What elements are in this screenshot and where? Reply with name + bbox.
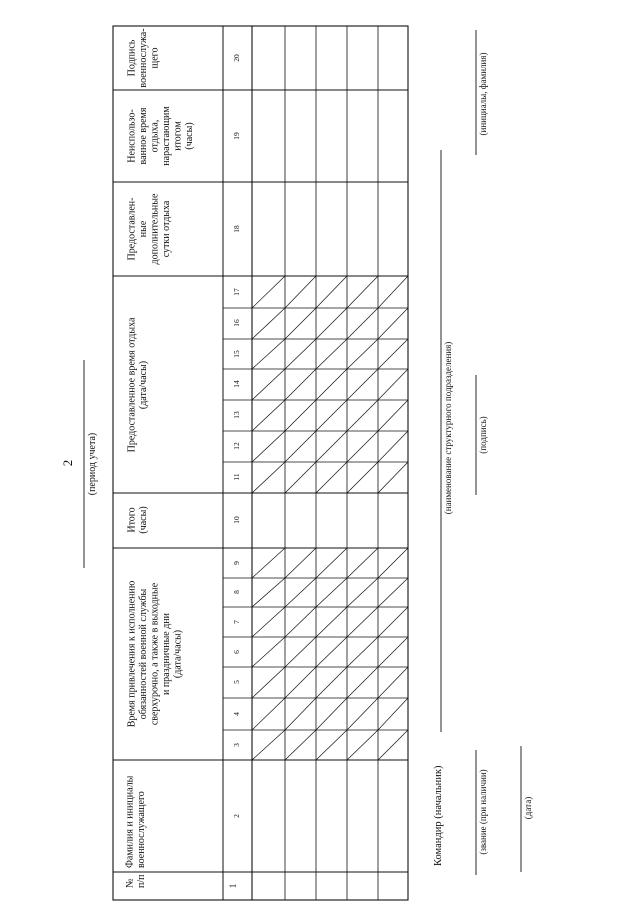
header-total (127, 506, 150, 533)
cell-diagonal (347, 667, 378, 698)
header-line: Подпись (126, 39, 138, 77)
cell-diagonal (252, 400, 285, 431)
header-rest-given (127, 317, 150, 452)
cell-diagonal (378, 548, 408, 578)
cell-diagonal (285, 548, 316, 578)
cell-diagonal (347, 607, 378, 637)
header-line: (часы) (184, 122, 195, 150)
cell-diagonal (252, 607, 285, 637)
column-number: 18 (232, 225, 241, 233)
cell-diagonal (285, 578, 316, 607)
cell-diagonal (316, 276, 347, 308)
cell-diagonal (347, 369, 378, 400)
column-number: 12 (232, 442, 241, 450)
header-line: Предоставленное время отдыха (126, 317, 138, 453)
header-line: Неиспользо- (126, 109, 138, 163)
cell-diagonal (378, 578, 408, 607)
cell-diagonal (252, 730, 285, 760)
cell-diagonal (316, 548, 347, 578)
cell-diagonal (378, 339, 408, 369)
unit-caption: (наименование структурного подразделения) (443, 341, 453, 515)
cell-diagonal (252, 462, 285, 493)
header-line: обязанностей военной службы (138, 588, 149, 720)
cell-diagonal (316, 607, 347, 637)
cell-diagonal (347, 431, 378, 462)
header-line: итогом (172, 121, 184, 151)
cell-diagonal (285, 339, 316, 369)
cell-diagonal (316, 339, 347, 369)
header-line: нарастающим (161, 106, 172, 166)
column-numbers-row (232, 54, 241, 818)
cell-diagonal (285, 431, 316, 462)
cell-diagonal (285, 308, 316, 339)
cell-diagonal (285, 607, 316, 637)
cell-diagonal (285, 462, 316, 493)
signature-caption: (подпись) (478, 416, 488, 454)
cell-diagonal (316, 308, 347, 339)
cell-diagonal (347, 698, 378, 730)
header-line: военнослужа- (138, 28, 149, 88)
column-number: 14 (232, 380, 241, 388)
row-number-1: 1 (228, 883, 238, 889)
header-line: Время привлечения к исполнению (126, 580, 138, 728)
column-number: 3 (232, 743, 241, 747)
cell-diagonal (347, 308, 378, 339)
cell-diagonal (252, 431, 285, 462)
header-extra-days (127, 193, 173, 264)
rank-caption: (звание (при наличии) (478, 769, 488, 855)
header-line: Предоставлен- (126, 197, 138, 261)
cell-diagonal (316, 431, 347, 462)
cell-diagonal (378, 730, 408, 760)
header-line: п/п (136, 874, 147, 888)
cell-diagonal (252, 698, 285, 730)
sub-column-lines (223, 308, 408, 730)
cell-diagonal (252, 548, 285, 578)
date-caption: (дата) (523, 796, 533, 820)
cell-diagonal (378, 462, 408, 493)
column-number: 15 (232, 350, 241, 358)
column-number: 8 (232, 590, 241, 594)
header-signature (127, 28, 161, 87)
cell-diagonal (378, 667, 408, 698)
cell-diagonal (316, 369, 347, 400)
header-line: сутки отдыха (161, 200, 172, 258)
cell-diagonal (347, 400, 378, 431)
cell-diagonal (316, 400, 347, 431)
cell-diagonal (252, 369, 285, 400)
diagonal-cell-strokes (252, 276, 408, 760)
header-unused-rest (127, 106, 196, 166)
header-line: Итого (126, 507, 138, 533)
column-number: 11 (232, 473, 241, 481)
cell-diagonal (285, 667, 316, 698)
header-line: отдыха, (149, 119, 161, 153)
cell-diagonal (347, 637, 378, 667)
report-table (113, 26, 408, 900)
cell-diagonal (316, 667, 347, 698)
cell-diagonal (316, 578, 347, 607)
cell-diagonal (285, 730, 316, 760)
cell-diagonal (378, 308, 408, 339)
header-num (125, 874, 148, 888)
cell-diagonal (285, 369, 316, 400)
cell-diagonal (378, 637, 408, 667)
column-number: 13 (232, 411, 241, 419)
cell-diagonal (378, 276, 408, 308)
initials-caption: (инициалы, фамилия) (478, 52, 488, 136)
header-line: военнослужащего (136, 791, 147, 868)
header-overtime (127, 580, 184, 727)
header-name (125, 775, 148, 868)
cell-diagonal (252, 578, 285, 607)
cell-diagonal (316, 462, 347, 493)
page-number: 2 (60, 459, 75, 467)
column-number: 19 (232, 132, 241, 140)
column-number: 6 (232, 650, 241, 654)
cell-diagonal (252, 308, 285, 339)
column-number: 2 (232, 814, 241, 818)
column-number: 9 (232, 561, 241, 565)
cell-diagonal (347, 462, 378, 493)
column-number: 5 (232, 680, 241, 684)
column-number: 10 (232, 516, 241, 524)
cell-diagonal (316, 637, 347, 667)
cell-diagonal (252, 637, 285, 667)
cell-diagonal (347, 339, 378, 369)
cell-diagonal (252, 276, 285, 308)
header-line: (часы) (138, 506, 149, 534)
header-line: ванное время (138, 107, 149, 165)
column-number: 17 (232, 288, 241, 296)
cell-diagonal (252, 667, 285, 698)
cell-diagonal (285, 637, 316, 667)
header-line: (дата/часы) (138, 360, 149, 410)
header-line: № (124, 878, 136, 888)
period-caption: (период учета) (87, 432, 98, 496)
cell-diagonal (347, 276, 378, 308)
header-line: и праздничные дни (161, 612, 172, 696)
cell-diagonal (285, 698, 316, 730)
cell-diagonal (316, 698, 347, 730)
cell-diagonal (316, 730, 347, 760)
commander-label: Командир (начальник) (433, 765, 444, 866)
header-line: сверхурочно, а также в выходные (149, 582, 161, 726)
column-number: 4 (232, 712, 241, 716)
cell-diagonal (285, 400, 316, 431)
cell-diagonal (347, 578, 378, 607)
cell-diagonal (378, 431, 408, 462)
cell-diagonal (378, 369, 408, 400)
column-number: 20 (232, 54, 241, 62)
cell-diagonal (347, 730, 378, 760)
cell-diagonal (378, 698, 408, 730)
header-line: ные (138, 220, 149, 238)
cell-diagonal (252, 339, 285, 369)
column-number: 16 (232, 319, 241, 327)
column-number: 7 (232, 620, 241, 624)
header-line: Фамилия и инициалы (124, 775, 136, 868)
header-line: щего (149, 47, 161, 69)
header-line: (дата/часы) (172, 629, 184, 679)
cell-diagonal (347, 548, 378, 578)
header-line: дополнительные (149, 193, 161, 265)
cell-diagonal (378, 400, 408, 431)
cell-diagonal (378, 607, 408, 637)
cell-diagonal (285, 276, 316, 308)
